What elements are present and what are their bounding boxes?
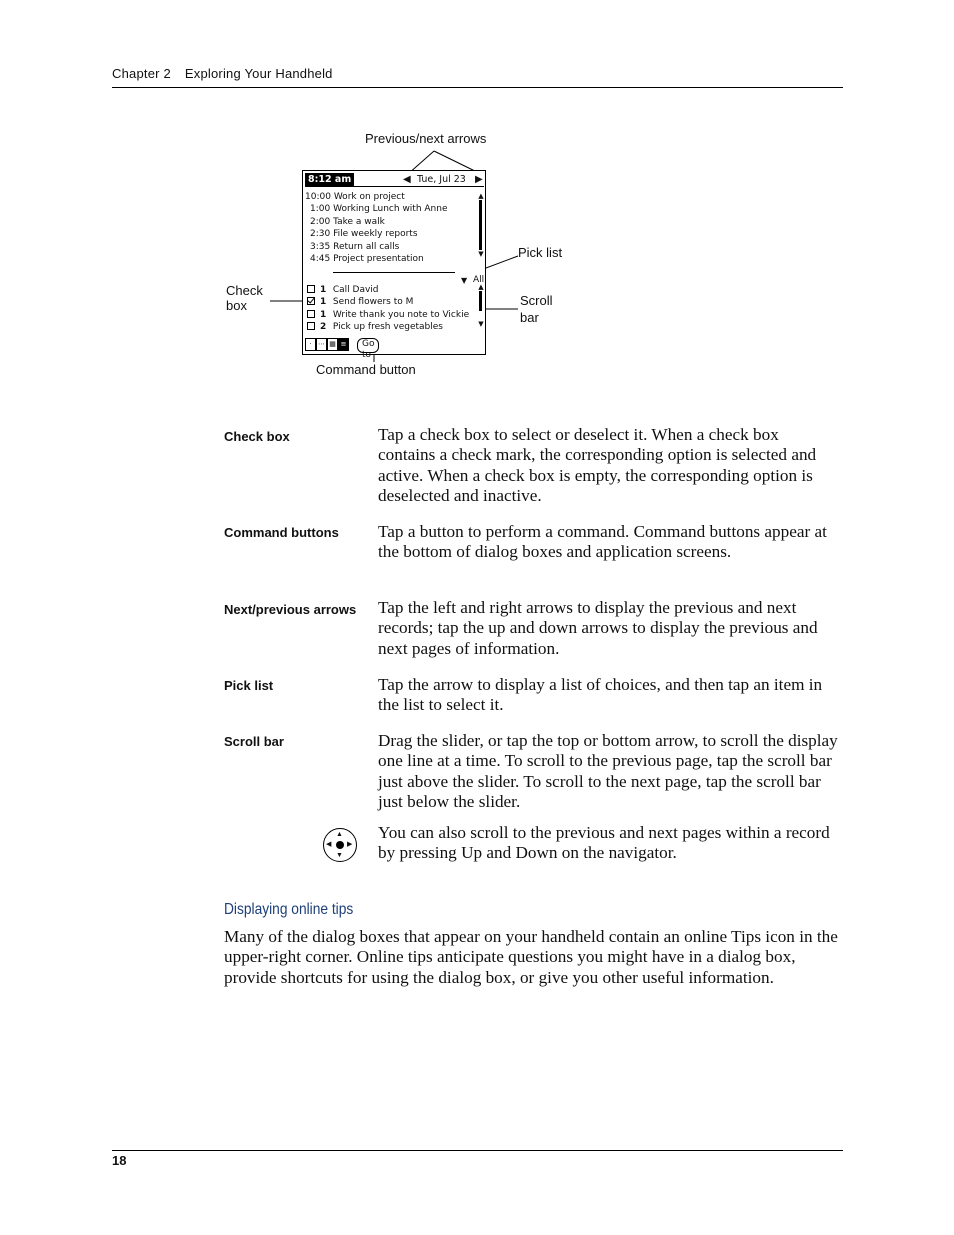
appointment-row[interactable]: 2:30 File weekly reports [310,229,418,239]
appointment-row[interactable]: 4:45 Project presentation [310,254,424,264]
caption-prev-next-arrows: Previous/next arrows [365,131,487,146]
agenda-view-icon[interactable]: ≡ [338,338,349,351]
appointment-row[interactable]: 3:35 Return all calls [310,242,400,252]
scroll-down-arrow-icon[interactable]: ▼ [478,320,484,328]
term-pick-list: Pick list [224,678,274,693]
caption-check-box-line2: box [226,298,247,313]
section-heading: Displaying online tips [224,901,354,918]
navigator-note: You can also scroll to the previous and next pages within a record by pressing Up and Down on the navigator. [378,823,830,863]
next-arrow-icon[interactable]: ▶ [475,174,483,185]
desc-scroll-bar: Drag the slider, or tap the top or bottom arrow, to scroll the display one line at a time. To scroll to the previous page, tap the scroll bar just above the slider. To scroll to the next page, tap the scroll bar just below the slider. [378,731,838,811]
clock-title: 8:12 am [305,173,354,187]
todo-row[interactable]: 1 Write thank you note to Vickie [307,309,469,321]
check-box[interactable] [307,322,315,330]
desc-command-buttons: Tap a button to perform a command. Command buttons appear at the bottom of dialog boxes and application screens. [378,522,827,562]
scroll-slider[interactable] [479,291,482,311]
desc-pick-list: Tap the arrow to display a list of choices, and then tap an item in the list to select it. [378,675,823,715]
term-next-previous-arrows: Next/previous arrows [224,602,357,617]
chapter-title: Exploring Your Handheld [184,66,333,81]
check-box[interactable] [307,310,315,318]
month-view-icon[interactable]: ▦ [327,338,338,351]
appointment-row[interactable]: 1:00 Working Lunch with Anne [310,204,448,214]
section-body: Many of the dialog boxes that appear on your handheld contain an online Tips icon in the upper-right corner. Online tips anticipate questions you might have in a dialog box, provide shortcuts for using the dialog box, or give you other useful information. [224,927,838,987]
todo-row[interactable]: 1 Call David [307,284,379,296]
term-check-box: Check box [224,429,290,444]
footer-rule [112,1150,843,1151]
scroll-down-arrow-icon[interactable]: ▼ [478,250,484,258]
todo-row[interactable]: 1 Send flowers to M [307,296,413,308]
scroll-up-arrow-icon[interactable]: ▲ [478,283,484,291]
caption-pick-list: Pick list [518,245,563,260]
check-box-checked[interactable] [307,297,315,305]
day-view-icon[interactable]: · [305,338,316,351]
caption-scroll-bar-line2: bar [520,310,539,325]
week-view-icon[interactable]: ⋯ [316,338,327,351]
term-command-buttons: Command buttons [224,525,339,540]
caption-command-button: Command button [316,362,416,377]
desc-check-box: Tap a check box to select or deselect it. When a check box contains a check mark, the corresponding option is selected and active. When a check box is empty, the corresponding option is deselected and inactive. [378,425,817,505]
date-label: Tue, Jul 23 [417,174,466,185]
chapter-label: Chapter 2 [112,66,171,81]
go-to-button[interactable]: Go to [357,338,379,353]
handheld-screen [302,170,486,360]
pick-list-value[interactable]: All [473,275,485,285]
caption-scroll-bar-line1: Scroll [520,293,553,308]
appointment-row[interactable]: 2:00 Take a walk [310,217,385,227]
scroll-slider[interactable] [479,200,482,250]
desc-next-previous-arrows: Tap the left and right arrows to display the previous and next records; tap the up and down arrows to display the previous and next pages of information. [378,598,818,658]
todo-row[interactable]: 2 Pick up fresh vegetables [307,321,443,333]
term-scroll-bar: Scroll bar [224,734,284,749]
check-box[interactable] [307,285,315,293]
navigator-icon: ▲ ▼ ◀ ▶ [323,828,357,862]
page-number: 18 [112,1153,127,1168]
scroll-up-arrow-icon[interactable]: ▲ [478,192,484,200]
previous-arrow-icon[interactable]: ◀ [403,174,411,185]
caption-check-box-line1: Check [226,283,263,298]
list-separator [333,272,455,273]
appointment-row[interactable]: 10:00 Work on project [305,192,405,202]
pick-list-arrow-icon[interactable]: ▼ [461,276,468,285]
